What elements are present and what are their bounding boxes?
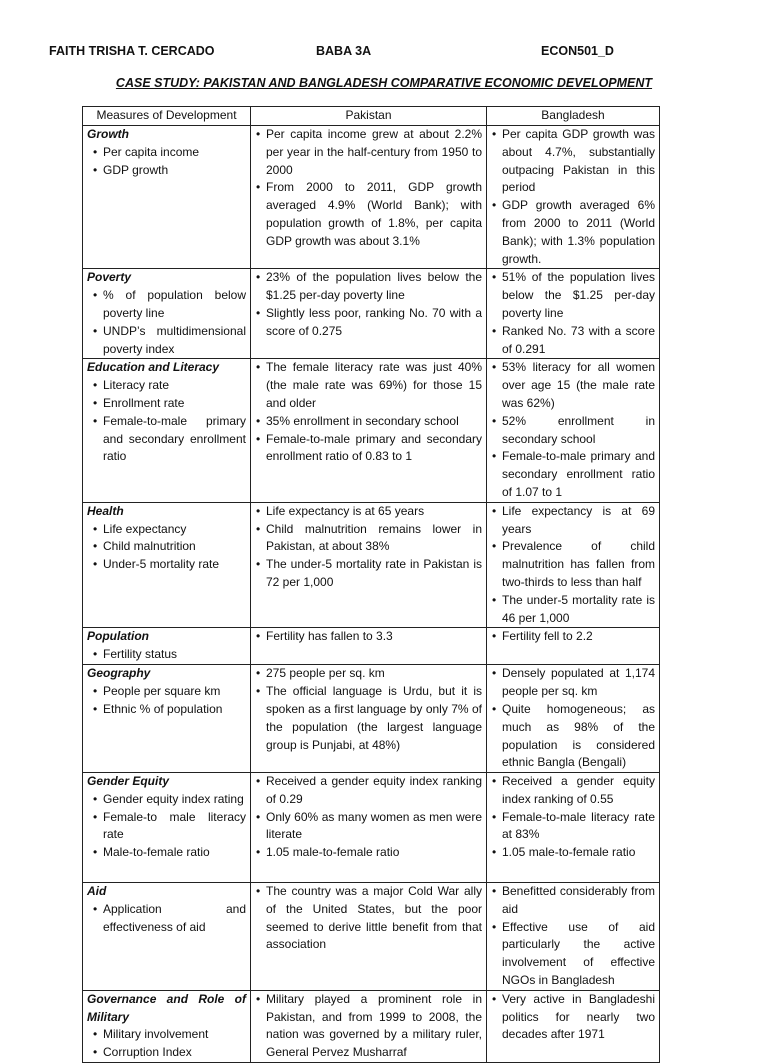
pakistan-list <box>255 126 482 251</box>
measure-list <box>87 683 246 719</box>
pakistan-cell <box>251 269 487 359</box>
pakistan-list <box>255 883 482 954</box>
bangladesh-item: • The under-5 mortality rate is 46 per 1,000 <box>502 592 655 628</box>
measure-cell <box>83 126 251 269</box>
category-title: Governance and Role of Military <box>87 991 246 1024</box>
pakistan-item: • From 2000 to 2011, GDP growth averaged 4.9% (World Bank); with population growth of 1.8%, per capita GDP growth was about 3.1% <box>266 179 482 250</box>
pakistan-list <box>255 665 482 754</box>
measure-item: • Male-to-female ratio <box>103 844 246 862</box>
measure-list <box>87 646 246 664</box>
bangladesh-item: • Ranked No. 73 with a score of 0.291 <box>502 323 655 359</box>
pakistan-item: • Only 60% as many women as men were literate <box>266 809 482 845</box>
bangladesh-cell <box>487 883 660 991</box>
bangladesh-item: • 51% of the population lives below the $1.25 per-day poverty line <box>502 269 655 322</box>
table-row <box>83 665 660 773</box>
measure-item: • People per square km <box>103 683 246 701</box>
pakistan-cell <box>251 359 487 502</box>
bangladesh-item: • Female-to-male literacy rate at 83% <box>502 809 655 845</box>
bangladesh-list <box>491 126 655 268</box>
category-title: Population <box>87 629 149 644</box>
pakistan-item: • Female-to-male primary and secondary enrollment ratio of 0.83 to 1 <box>266 431 482 467</box>
measure-list <box>87 521 246 574</box>
measure-cell <box>83 359 251 502</box>
category-title: Aid <box>87 884 107 899</box>
pakistan-item: • Military played a prominent role in Pakistan, and from 1999 to 2008, the nation was governed by a military ruler, General Pervez Musharraf <box>266 991 482 1062</box>
bangladesh-cell <box>487 269 660 359</box>
measure-cell <box>83 665 251 773</box>
pakistan-cell <box>251 773 487 883</box>
bangladesh-cell <box>487 359 660 502</box>
pakistan-item: • Fertility has fallen to 3.3 <box>266 628 482 646</box>
measure-list <box>87 144 246 180</box>
bangladesh-cell <box>487 665 660 773</box>
measure-cell <box>83 990 251 1062</box>
bangladesh-list <box>491 359 655 501</box>
table-row <box>83 502 660 628</box>
bangladesh-cell <box>487 126 660 269</box>
measure-item: • Gender equity index rating <box>103 791 246 809</box>
measure-item: • Application and effectiveness of aid <box>103 901 246 937</box>
pakistan-item: • Per capita income grew at about 2.2% per year in the half-century from 1950 to 2000 <box>266 126 482 179</box>
category-title: Geography <box>87 666 151 681</box>
measure-item: • % of population below poverty line <box>103 287 246 323</box>
bangladesh-item: • 53% literacy for all women over age 15 (the male rate was 62%) <box>502 359 655 412</box>
bangladesh-cell <box>487 628 660 665</box>
pakistan-item: • 35% enrollment in secondary school <box>266 413 482 431</box>
course-code: ECON501_D <box>541 44 614 58</box>
bangladesh-item: • GDP growth averaged 6% from 2000 to 2011 (World Bank); with 1.3% population growth. <box>502 197 655 268</box>
bangladesh-cell <box>487 773 660 883</box>
pakistan-list <box>255 628 482 646</box>
pakistan-list <box>255 269 482 340</box>
bangladesh-list <box>491 628 655 646</box>
measure-list <box>87 377 246 466</box>
pakistan-item: • Slightly less poor, ranking No. 70 with a score of 0.275 <box>266 305 482 341</box>
measure-item: • Enrollment rate <box>103 395 246 413</box>
column-header-pakistan: Pakistan <box>251 107 487 126</box>
pakistan-item: • Received a gender equity index ranking of 0.29 <box>266 773 482 809</box>
measure-item: • Per capita income <box>103 144 246 162</box>
measure-item: • UNDP’s multidimensional poverty index <box>103 323 246 359</box>
measure-list <box>87 791 246 862</box>
pakistan-list <box>255 991 482 1062</box>
bangladesh-item: • Female-to-male primary and secondary enrollment ratio of 1.07 to 1 <box>502 448 655 501</box>
measure-item: • Military involvement <box>103 1026 246 1044</box>
measure-list <box>87 1026 246 1062</box>
measure-item: • Fertility status <box>103 646 246 664</box>
measure-item: • Life expectancy <box>103 521 246 539</box>
bangladesh-list <box>491 665 655 772</box>
author-name: FAITH TRISHA T. CERCADO <box>49 44 215 58</box>
bangladesh-item: • 1.05 male-to-female ratio <box>502 844 655 862</box>
bangladesh-item: • 52% enrollment in secondary school <box>502 413 655 449</box>
bangladesh-cell <box>487 502 660 628</box>
table-row <box>83 359 660 502</box>
table-row <box>83 773 660 883</box>
pakistan-item: • Child malnutrition remains lower in Pakistan, at about 38% <box>266 521 482 557</box>
table-row <box>83 883 660 991</box>
document-header <box>0 44 768 64</box>
measure-item: • GDP growth <box>103 162 246 180</box>
bangladesh-item: • Per capita GDP growth was about 4.7%, substantially outpacing Pakistan in this period <box>502 126 655 197</box>
table-header-row <box>83 107 660 126</box>
measure-list <box>87 901 246 937</box>
bangladesh-list <box>491 503 655 628</box>
pakistan-cell <box>251 126 487 269</box>
measure-cell <box>83 773 251 883</box>
measure-item: • Female-to male literacy rate <box>103 809 246 845</box>
pakistan-list <box>255 359 482 466</box>
category-title: Education and Literacy <box>87 360 220 375</box>
measure-list <box>87 287 246 358</box>
pakistan-item: • 275 people per sq. km <box>266 665 482 683</box>
pakistan-item: • 1.05 male-to-female ratio <box>266 844 482 862</box>
pakistan-cell <box>251 502 487 628</box>
pakistan-cell <box>251 883 487 991</box>
category-title: Growth <box>87 127 129 141</box>
pakistan-item: • 23% of the population lives below the $1.25 per-day poverty line <box>266 269 482 305</box>
pakistan-item: • Life expectancy is at 65 years <box>266 503 482 521</box>
table-row <box>83 628 660 665</box>
bangladesh-list <box>491 991 655 1044</box>
table-row <box>83 126 660 269</box>
bangladesh-item: • Received a gender equity index ranking of 0.55 <box>502 773 655 809</box>
pakistan-item: • The under-5 mortality rate in Pakistan is 72 per 1,000 <box>266 556 482 592</box>
pakistan-item: • The country was a major Cold War ally of the United States, but the poor seemed to derive little benefit from that association <box>266 883 482 954</box>
pakistan-cell <box>251 990 487 1062</box>
measure-item: • Ethnic % of population <box>103 701 246 719</box>
measure-cell <box>83 269 251 359</box>
measure-cell <box>83 502 251 628</box>
category-title: Poverty <box>87 270 132 285</box>
measure-item: • Child malnutrition <box>103 538 246 556</box>
measure-item: • Corruption Index <box>103 1044 246 1062</box>
bangladesh-item: • Quite homogeneous; as much as 98% of the population is considered ethnic Bangla (Bengali) <box>502 701 655 772</box>
pakistan-item: • The female literacy rate was just 40% (the male rate was 69%) for those 15 and older <box>266 359 482 412</box>
bangladesh-cell <box>487 990 660 1062</box>
pakistan-list <box>255 503 482 592</box>
measure-item: • Under-5 mortality rate <box>103 556 246 574</box>
measure-cell <box>83 883 251 991</box>
category-title: Gender Equity <box>87 774 170 789</box>
comparison-table <box>82 106 660 1063</box>
bangladesh-list <box>491 269 655 358</box>
measure-cell <box>83 628 251 665</box>
measure-item: • Literacy rate <box>103 377 246 395</box>
pakistan-list <box>255 773 482 862</box>
pakistan-cell <box>251 628 487 665</box>
bangladesh-item: • Very active in Bangladeshi politics for nearly two decades after 1971 <box>502 991 655 1044</box>
measure-item: • Female-to-male primary and secondary enrollment ratio <box>103 413 246 466</box>
category-title: Health <box>87 503 124 518</box>
bangladesh-item: • Effective use of aid particularly the active involvement of effective NGOs in Bangladesh <box>502 919 655 990</box>
bangladesh-list <box>491 883 655 990</box>
class-section: BABA 3A <box>316 44 372 58</box>
bangladesh-list <box>491 773 655 862</box>
column-header-measures: Measures of Development <box>83 107 251 126</box>
pakistan-item: • The official language is Urdu, but it is spoken as a first language by only 7% of the population (the largest language group is Punjabi, at 48%) <box>266 683 482 754</box>
table-row <box>83 269 660 359</box>
table-row <box>83 990 660 1062</box>
bangladesh-item: • Densely populated at 1,174 people per sq. km <box>502 665 655 701</box>
document-title: CASE STUDY: PAKISTAN AND BANGLADESH COMPARATIVE ECONOMIC DEVELOPMENT <box>115 76 653 90</box>
pakistan-cell <box>251 665 487 773</box>
bangladesh-item: • Benefitted considerably from aid <box>502 883 655 919</box>
bangladesh-item: • Fertility fell to 2.2 <box>502 628 655 646</box>
column-header-bangladesh: Bangladesh <box>487 107 660 126</box>
bangladesh-item: • Life expectancy is at 69 years <box>502 503 655 539</box>
bangladesh-item: • Prevalence of child malnutrition has fallen from two-thirds to less than half <box>502 538 655 591</box>
